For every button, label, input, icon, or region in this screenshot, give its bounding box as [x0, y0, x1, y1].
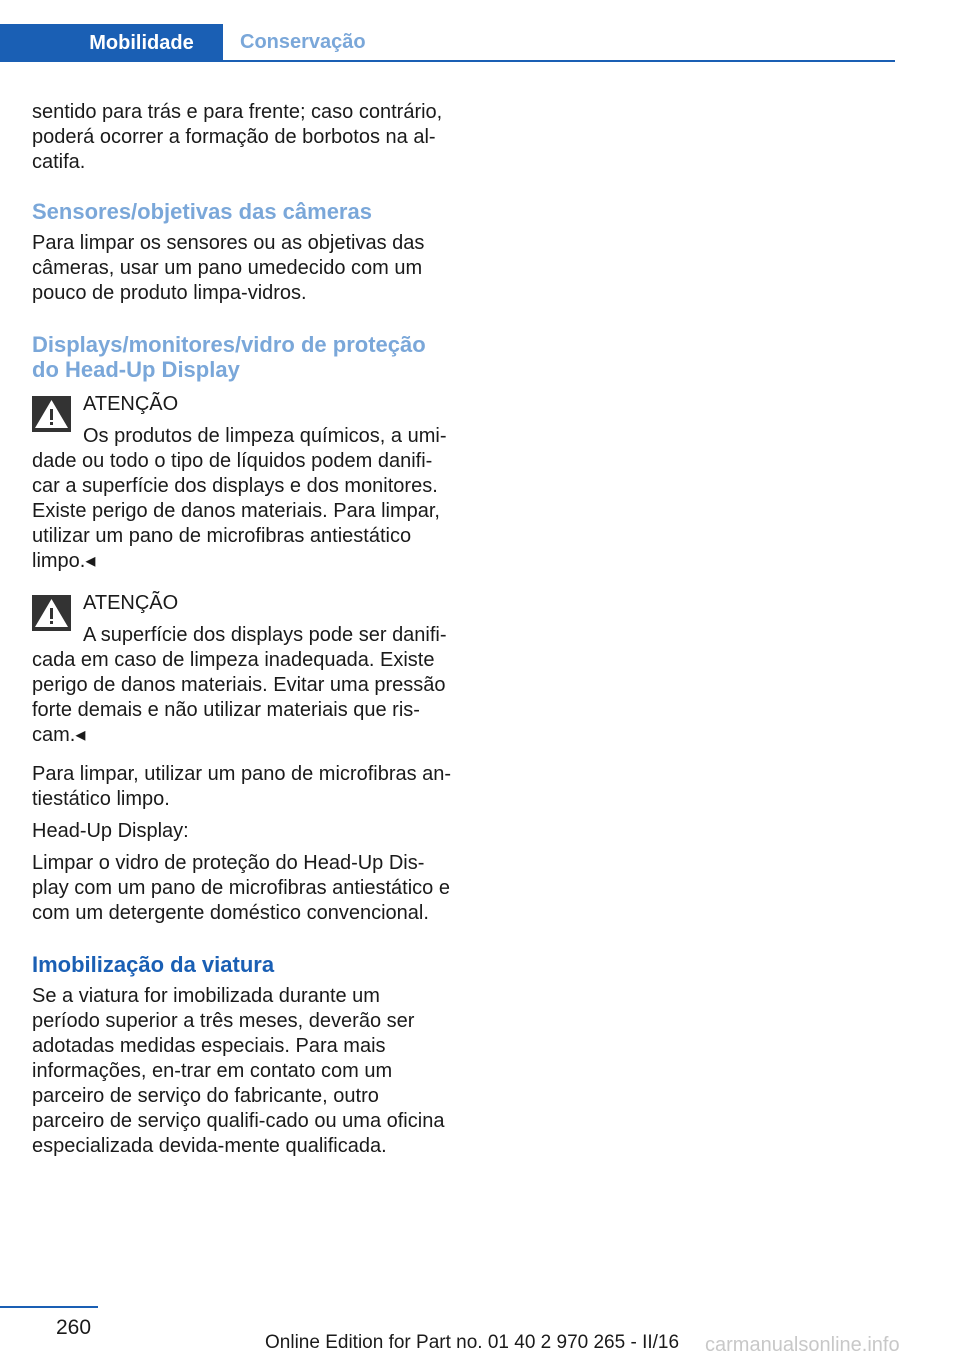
intro-paragraph: sentido para trás e para frente; caso contrário, poderá ocorrer a formação de borbotos na al-catifa.	[32, 101, 443, 173]
warning-triangle-icon	[32, 595, 71, 631]
page-content	[32, 100, 452, 1159]
warning-text-2: A superfície dos displays pode ser danifi-cada em caso de limpeza inadequada. Existe perigo de danos materiais. Evitar uma pressão forte demais e não utilizar materiais que ris-cam.◂	[32, 624, 447, 746]
page-header	[0, 24, 895, 62]
section-title-immobilization: Imobilização da viatura	[32, 952, 275, 977]
warning-triangle-icon	[32, 396, 71, 432]
warning-block-1	[32, 392, 452, 574]
edition-text: Online Edition for Part no. 01 40 2 970 265 - II/16	[265, 1332, 680, 1353]
displays-paragraph-3: Limpar o vidro de proteção do Head-Up Dis-play com um pano de microfibras antiestático e com um detergente doméstico convencional.	[32, 852, 450, 924]
warning-block-2	[32, 591, 452, 748]
section-body-sensors: Para limpar os sensores ou as objetivas das câmeras, usar um pano umedecido com um pouco de produto limpa-vidros.	[32, 232, 425, 304]
tab-mobilidade-label: Mobilidade	[89, 31, 194, 54]
watermark: carmanualsonline.info	[705, 1334, 900, 1356]
displays-paragraph-1: Para limpar, utilizar um pano de microfibras an-tiestático limpo.	[32, 763, 452, 810]
section-body-immobilization: Se a viatura for imobilizada durante um período superior a três meses, deverão ser adotadas medidas especiais. Para mais informações, en-trar em contato com um parceiro de serviço do fabricante, outro parceiro de serviço qualifi-cado ou uma oficina especializada devida-mente qualificada.	[32, 985, 445, 1157]
tab-conservacao: Conservação	[240, 30, 366, 53]
warning-text-1: Os produtos de limpeza químicos, a umi-dade ou todo o tipo de líquidos podem danifi-car a superfície dos displays e dos monitores. Existe perigo de danos materiais. Para limpar, utilizar um pano de microfibras antiestático limpo.◂	[32, 425, 447, 572]
tab-mobilidade	[0, 24, 223, 62]
warning-label-1: ATENÇÃO	[83, 393, 179, 415]
displays-paragraph-2: Head-Up Display:	[32, 820, 189, 842]
footer-rule	[0, 1306, 98, 1308]
warning-label-2: ATENÇÃO	[83, 592, 179, 614]
section-title-sensors: Sensores/objetivas das câmeras	[32, 199, 372, 224]
page-number: 260	[56, 1316, 92, 1339]
header-rule	[0, 60, 895, 62]
section-title-displays: Displays/monitores/vidro de proteção do Head-Up Display	[32, 332, 426, 382]
